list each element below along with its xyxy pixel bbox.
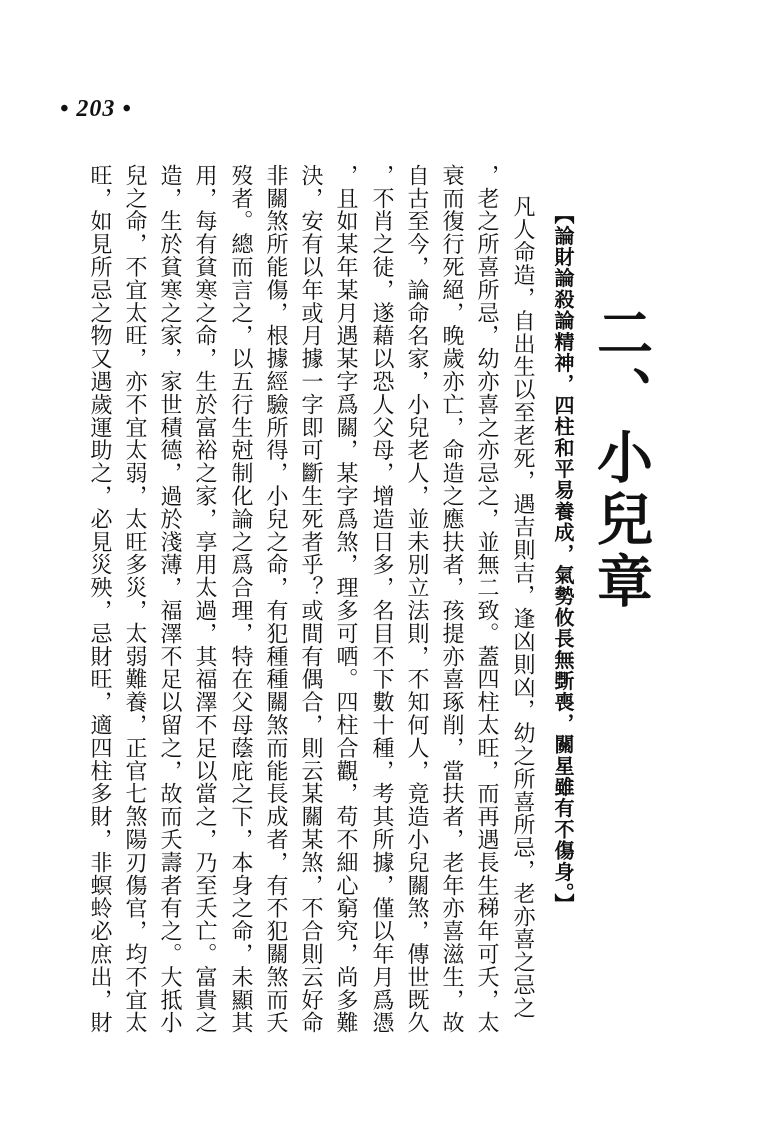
chapter-title: 二、小兒章: [588, 304, 653, 614]
text-column-7: 決，安有以年或月據一字即可斷生死者乎？或間有偶合，則云某關某煞，不合則云好命: [298, 164, 323, 1035]
text-column-1: 凡人命造，自出生以至老死，遇吉則吉，逢凶則凶，幼之所喜所忌，老亦喜之忌之: [510, 195, 535, 1020]
text-column-3: 衰而復行死絕，晚歲亦亡，命造之應扶者，孩提亦喜琢削，當扶者，老年亦喜滋生，故: [439, 164, 464, 1035]
text-column-5: ，不肖之徒，遂藉以恐人父母，增造日多，名目不下數十種，考其所據，僅以年月爲憑: [369, 164, 394, 1035]
text-column-8: 非關煞所能傷，根據經驗所得，小兒之命，有犯種種關煞而能長成者，有不犯關煞而夭: [263, 164, 288, 1035]
text-column-11: 造，生於貧寒之家，家世積德，過於淺薄，福澤不足以留之，故而夭壽者有之。大抵小: [157, 164, 182, 1035]
text-column-13: 旺，如見所忌之物又遇歲運助之，必見災殃，忌財旺，適四柱多財，非螟蛉必庶出，財: [87, 164, 112, 1035]
text-column-9: 歿者。總而言之，以五行生尅制化論之爲合理，特在父母蔭庇之下，本身之命，未顯其: [228, 164, 253, 1035]
text-column-2: ，老之所喜所忌，幼亦喜之亦忌之，並無二致。蓋四柱太旺，而再遇長生稊年可夭，太: [474, 164, 499, 1035]
page-number: • 203 •: [60, 96, 132, 122]
text-column-4: 自古至今，論命名家，小兒老人，並未別立法則，不知何人，竟造小兒關煞，傳世既久: [404, 164, 429, 1035]
text-column-12: 兒之命，不宜太旺，亦不宜太弱，太旺多災，太弱難養，正官七煞陽刃傷官，均不宜太: [122, 164, 147, 1035]
section-heading: 【論財論殺論精神，四柱和平易養成，氣勢攸長無斲喪，關星雖有不傷身。】: [551, 204, 575, 915]
text-column-6: ，且如某年某月遇某字爲關，某字爲煞，理多可哂。四柱合觀，苟不細心窮究，尚多難: [333, 164, 358, 1035]
text-column-10: 用，每有貧寒之命，生於富裕之家，享用太過，其福澤不足以當之，乃至夭亡。富貴之: [192, 164, 217, 1035]
